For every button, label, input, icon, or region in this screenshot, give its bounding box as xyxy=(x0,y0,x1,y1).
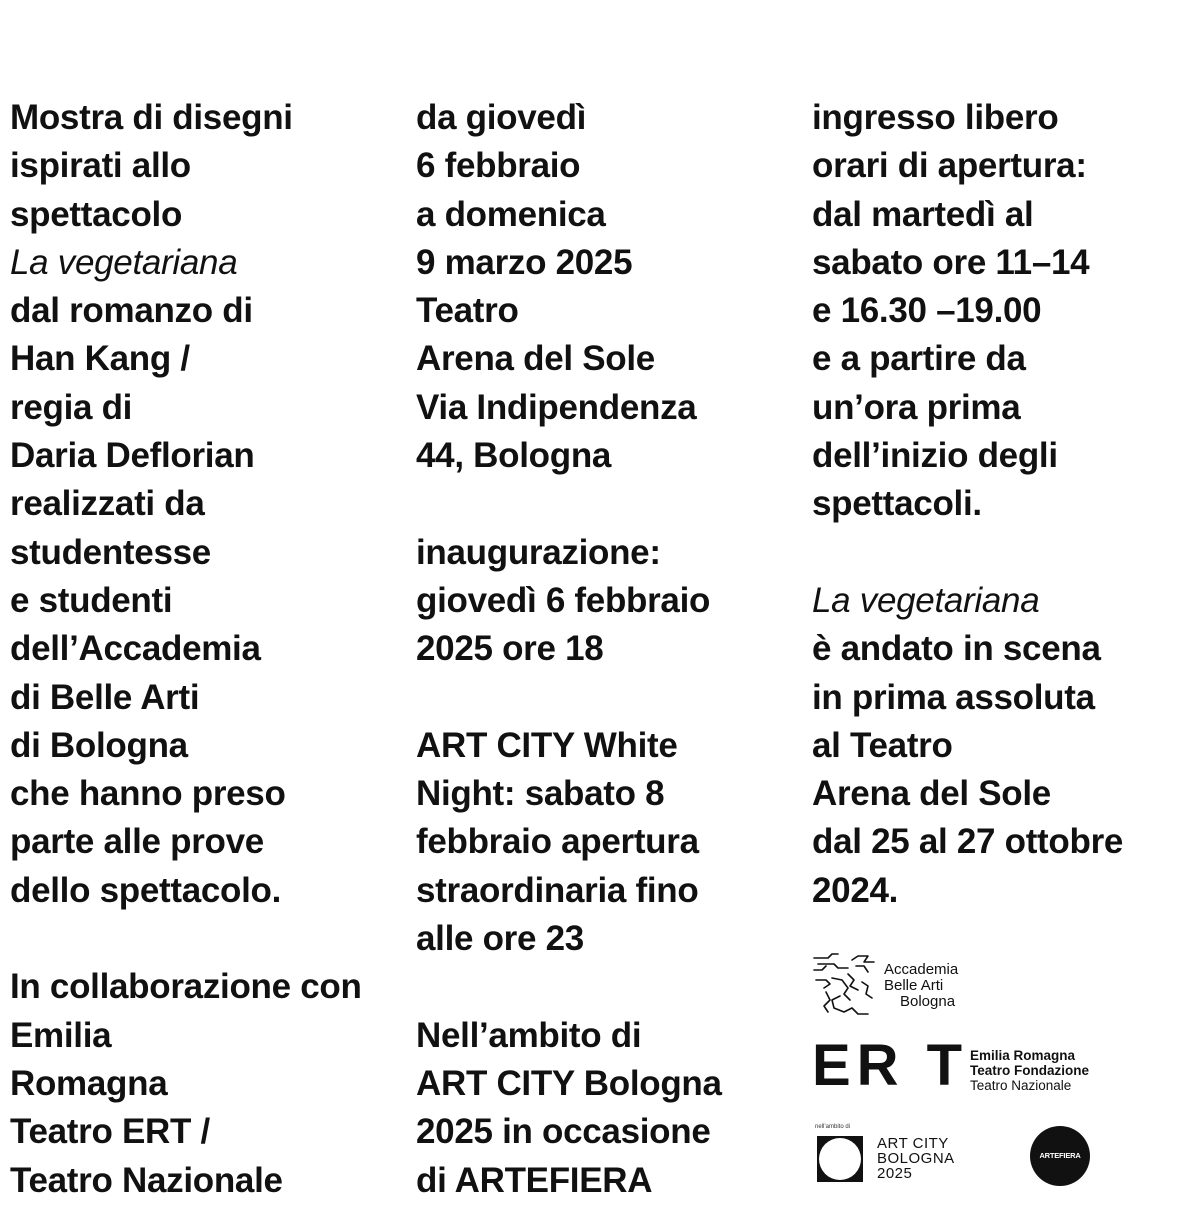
text-line: 9 marzo 2025 xyxy=(416,242,633,282)
text-line: ART CITY White xyxy=(416,725,678,765)
art-city-emblem-icon xyxy=(815,1134,865,1184)
text-line: di ARTEFIERA xyxy=(416,1160,653,1200)
accademia-emblem-icon xyxy=(812,952,882,1022)
art-city-logo-line1: ART CITY xyxy=(877,1135,949,1152)
text-line: regia di xyxy=(10,387,133,427)
text-line: straordinaria fino xyxy=(416,870,699,910)
text-line: febbraio apertura xyxy=(416,822,699,862)
text-line: orari di apertura: xyxy=(812,146,1087,186)
art-city-logo-line3: 2025 xyxy=(877,1165,913,1182)
accademia-logo-line1: Accademia xyxy=(884,961,959,978)
text-line: un’ora prima xyxy=(812,387,1021,427)
text-line: e 16.30 –19.00 xyxy=(812,291,1042,331)
text-line: inaugurazione: xyxy=(416,532,661,572)
text-line: Teatro Nazionale xyxy=(10,1160,283,1200)
artefiera-logo xyxy=(1030,1126,1090,1186)
text-line: di Belle Arti xyxy=(10,677,200,717)
text-line: realizzati da xyxy=(10,484,205,524)
text-line: Teatro ERT / xyxy=(10,1112,210,1152)
text-line: in prima assoluta xyxy=(812,677,1095,717)
text-line: Arena del Sole xyxy=(416,339,655,379)
text-line: Nell’ambito di xyxy=(416,1015,642,1055)
text-line: Romagna xyxy=(10,1063,168,1103)
text-line: dell’Accademia xyxy=(10,629,261,669)
text-line: giovedì 6 febbraio xyxy=(416,580,711,620)
text-line: Mostra di disegni xyxy=(10,98,293,137)
line-spacer xyxy=(416,963,796,1011)
text-line: sabato ore 11–14 xyxy=(812,242,1090,282)
text-line: al Teatro xyxy=(812,725,953,765)
text-line: 2025 ore 18 xyxy=(416,629,604,669)
text-line: dal martedì al xyxy=(812,194,1034,234)
line-spacer xyxy=(416,674,796,722)
text-line: Han Kang / xyxy=(10,339,190,379)
line-spacer xyxy=(10,915,390,963)
text-line: di Bologna xyxy=(10,725,188,765)
text-line: a domenica xyxy=(416,194,606,234)
text-line: Emilia xyxy=(10,1015,112,1055)
line-spacer xyxy=(812,529,1192,577)
text-line: alle ore 23 xyxy=(416,919,584,959)
ert-logo-line3: Teatro Nazionale xyxy=(970,1078,1072,1093)
text-line: Daria Deflorian xyxy=(10,436,255,476)
accademia-logo-text xyxy=(884,962,958,1010)
accademia-logo-line2: Belle Arti xyxy=(884,977,944,994)
line-spacer xyxy=(416,480,796,528)
text-column-hours xyxy=(812,94,1192,915)
text-line: In collaborazione con xyxy=(10,967,362,1007)
text-line: La vegetariana xyxy=(10,242,238,282)
text-line: parte alle prove xyxy=(10,822,264,862)
ert-logo xyxy=(812,1033,1132,1104)
text-column-dates xyxy=(416,94,796,1205)
text-line: ingresso libero xyxy=(812,98,1059,137)
text-line: 2024. xyxy=(812,870,899,910)
text-line: Teatro xyxy=(416,291,519,331)
art-city-logo xyxy=(815,1134,995,1188)
text-line: 44, Bologna xyxy=(416,436,612,476)
art-city-logo-text xyxy=(877,1136,955,1181)
text-line: 6 febbraio xyxy=(416,146,581,186)
text-line: è andato in scena xyxy=(812,629,1101,669)
text-line: e a partire da xyxy=(812,339,1026,379)
text-line: e studenti xyxy=(10,580,173,620)
text-line: ispirati allo xyxy=(10,146,191,186)
ert-logo-line1: Emilia Romagna xyxy=(970,1048,1076,1063)
accademia-belle-arti-logo xyxy=(812,952,1012,1022)
text-line: da giovedì xyxy=(416,98,587,137)
text-column-description xyxy=(10,94,390,1205)
art-city-logo-line2: BOLOGNA xyxy=(877,1150,955,1167)
artefiera-logo-text: ARTEFIERA xyxy=(1039,1151,1081,1160)
text-line: dell’inizio degli xyxy=(812,436,1058,476)
text-line: dal 25 al 27 ottobre xyxy=(812,822,1124,862)
text-line: Arena del Sole xyxy=(812,774,1051,814)
text-line: che hanno preso xyxy=(10,774,286,814)
accademia-logo-line3: Bologna xyxy=(900,993,956,1010)
text-line: studentesse xyxy=(10,532,211,572)
ert-logo-text xyxy=(970,1048,1089,1093)
text-line: spettacoli. xyxy=(812,484,982,524)
text-line: dello spettacolo. xyxy=(10,870,282,910)
text-line: Via Indipendenza xyxy=(416,387,697,427)
text-line: Night: sabato 8 xyxy=(416,774,665,814)
text-line: La vegetariana xyxy=(812,580,1040,620)
ert-mark: ER T xyxy=(812,1033,969,1098)
text-line: dal romanzo di xyxy=(10,291,253,331)
ert-logo-line2: Teatro Fondazione xyxy=(970,1063,1090,1078)
ambito-label: nell’ambito di xyxy=(815,1124,851,1130)
text-line: 2025 in occasione xyxy=(416,1112,711,1152)
text-line: spettacolo xyxy=(10,194,183,234)
text-line: ART CITY Bologna xyxy=(416,1063,722,1103)
